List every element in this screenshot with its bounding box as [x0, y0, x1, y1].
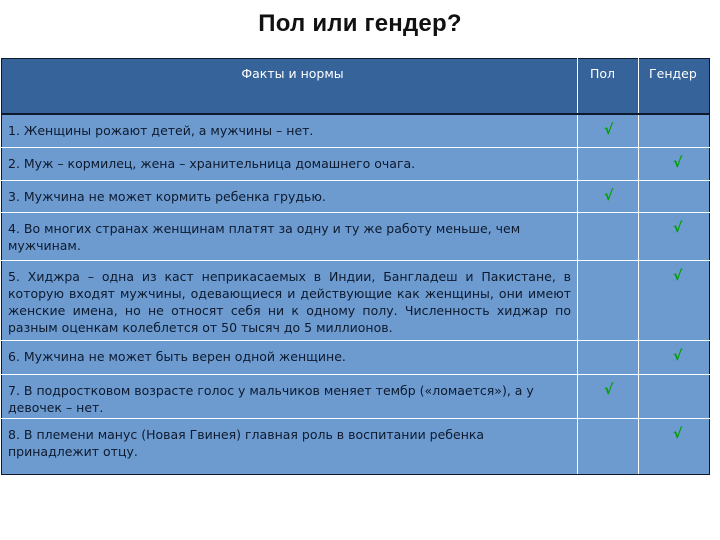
table-row: [2, 213, 710, 261]
sex-cell: [578, 148, 639, 181]
gender-cell: [639, 213, 710, 261]
check-icon: √: [604, 121, 614, 138]
gender-cell: [639, 375, 710, 419]
table-row: [2, 181, 710, 213]
gender-cell: [639, 114, 710, 148]
column-header-facts: Факты и нормы: [2, 59, 578, 114]
sex-cell: [578, 181, 639, 213]
sex-cell: [578, 261, 639, 341]
sex-cell: [578, 341, 639, 375]
table-row: [2, 148, 710, 181]
sex-cell: [578, 419, 639, 475]
fact-text: 4. Во многих странах женщинам платят за одну и ту же работу меньше, чем мужчинам.: [2, 213, 578, 261]
fact-text: 8. В племени манус (Новая Гвинея) главная роль в воспитании ребенка принадлежит отцу.: [2, 419, 578, 475]
table-row: [2, 261, 710, 341]
check-icon: √: [673, 426, 683, 442]
fact-text: 1. Женщины рожают детей, а мужчины – нет.: [2, 114, 578, 148]
gender-cell: [639, 261, 710, 341]
gender-cell: [639, 341, 710, 375]
table-row: [2, 419, 710, 475]
column-header-gender: Гендер: [639, 59, 710, 114]
sex-cell: [578, 213, 639, 261]
fact-text: 6. Мужчина не может быть верен одной женщине.: [2, 341, 578, 375]
gender-cell: [639, 181, 710, 213]
sex-cell: [578, 375, 639, 419]
sex-cell: [578, 114, 639, 148]
check-icon: √: [673, 155, 683, 171]
column-header-sex: Пол: [578, 59, 639, 114]
table-row: [2, 375, 710, 419]
fact-text: 2. Муж – кормилец, жена – хранительница домашнего очага.: [2, 148, 578, 181]
gender-cell: [639, 148, 710, 181]
check-icon: √: [673, 268, 683, 284]
facts-table: [1, 58, 710, 475]
fact-text: 3. Мужчина не может кормить ребенка грудью.: [2, 181, 578, 213]
page-title: Пол или гендер?: [258, 10, 462, 37]
check-icon: √: [604, 382, 614, 398]
fact-text: 5. Хиджра – одна из каст неприкасаемых в Индии, Бангладеш и Пакистане, в которую входят мужчины, одевающиеся и действующие как женщины, они имеют женские имена, но не относят себя ни к одному полу. Численность хиджар по разным оценкам колеблется от 50 тысяч до 5 миллионов.: [2, 261, 578, 341]
table-row: [2, 114, 710, 148]
check-icon: √: [604, 188, 614, 204]
check-icon: √: [673, 348, 683, 364]
table-header-row: [2, 59, 710, 114]
gender-cell: [639, 419, 710, 475]
check-icon: √: [673, 220, 683, 236]
fact-text: 7. В подростковом возрасте голос у мальчиков меняет тембр («ломается»), а у девочек – нет.: [2, 375, 578, 419]
table-row: [2, 341, 710, 375]
